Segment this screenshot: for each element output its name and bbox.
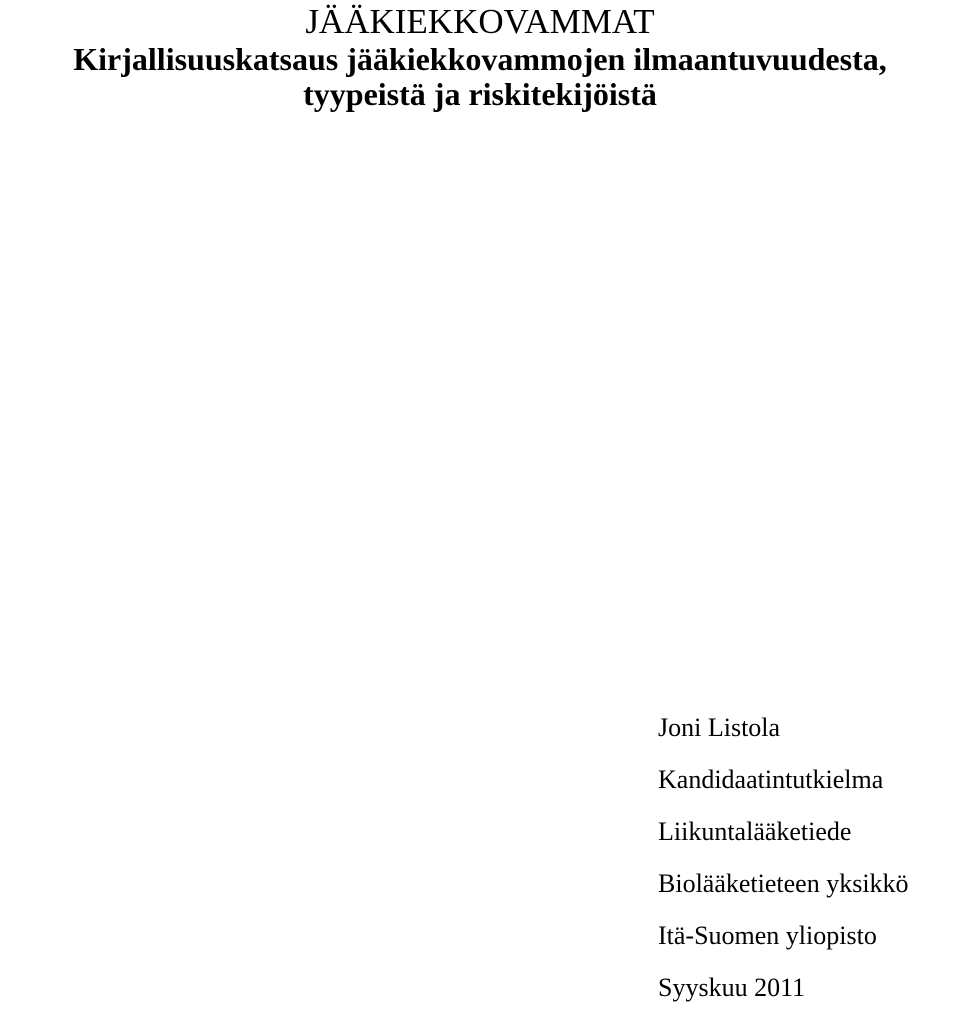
title-block: [0, 2, 960, 112]
subject: Liikuntalääketiede: [658, 817, 852, 846]
document-subtitle-line-2: tyypeistä ja riskitekijöistä: [303, 76, 657, 112]
date: Syyskuu 2011: [658, 973, 806, 1002]
author-name: Joni Listola: [658, 713, 781, 742]
author-info-block: [658, 702, 909, 1014]
document-title: JÄÄKIEKKOVAMMAT: [305, 2, 655, 41]
unit: Biolääketieteen yksikkö: [658, 869, 909, 898]
document-subtitle-line-1: Kirjallisuuskatsaus jääkiekkovammojen ilmaantuvuudesta,: [73, 41, 887, 77]
university: Itä-Suomen yliopisto: [658, 921, 877, 950]
thesis-type: Kandidaatintutkielma: [658, 765, 884, 794]
